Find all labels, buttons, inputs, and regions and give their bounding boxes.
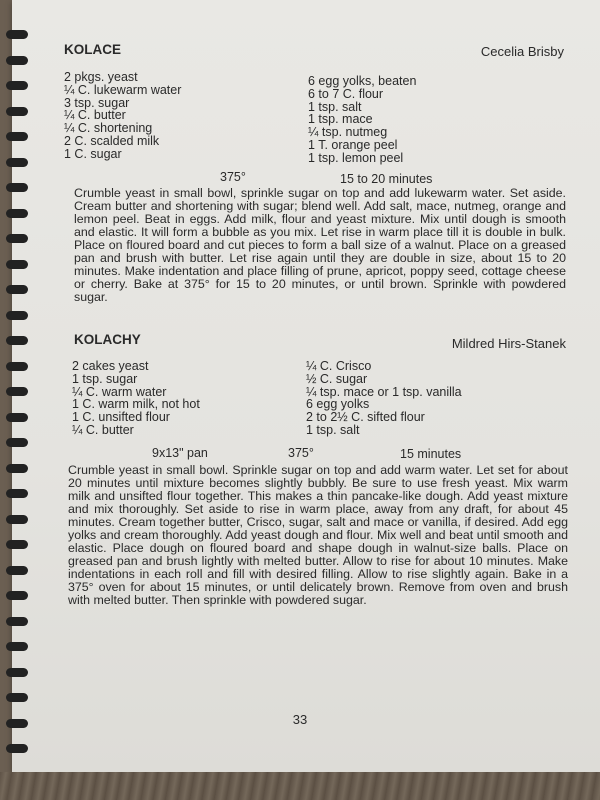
binding-ring bbox=[6, 81, 28, 90]
binding-ring bbox=[6, 158, 28, 167]
binding-ring bbox=[6, 260, 28, 269]
ingredient: 1 C. warm milk, not hot bbox=[72, 397, 200, 412]
ingredient: 2 pkgs. yeast bbox=[64, 70, 138, 84]
ingredient: 1 tsp. mace bbox=[308, 112, 373, 127]
recipe-author: Cecelia Brisby bbox=[480, 44, 564, 59]
binding-ring bbox=[6, 362, 28, 371]
ingredient: 2 cakes yeast bbox=[72, 359, 149, 373]
binding-ring bbox=[6, 693, 28, 702]
ingredient: ¼ C. lukewarm water bbox=[64, 82, 182, 97]
ingredient: ¼ C. Crisco bbox=[306, 359, 372, 373]
bake-temperature: 375° bbox=[288, 446, 314, 460]
ingredient: 1 tsp. sugar bbox=[72, 371, 138, 386]
bake-temperature: 375° bbox=[220, 170, 246, 184]
binding-ring bbox=[6, 744, 28, 753]
ingredient: 6 egg yolks bbox=[306, 397, 370, 412]
ingredient: 2 C. scalded milk bbox=[64, 133, 160, 148]
recipe-title: KOLACE bbox=[64, 42, 121, 57]
ingredient: 1 tsp. salt bbox=[308, 99, 362, 114]
ingredient: ¼ tsp. nutmeg bbox=[308, 125, 388, 140]
pan-size: 9x13" pan bbox=[152, 446, 208, 460]
binding-ring bbox=[6, 234, 28, 243]
ingredient: 1 tsp. salt bbox=[306, 422, 360, 437]
ingredient: 1 T. orange peel bbox=[308, 137, 398, 152]
binding-ring bbox=[6, 413, 28, 422]
binding-ring bbox=[6, 464, 28, 473]
ingredient: ¼ C. shortening bbox=[64, 121, 153, 136]
instructions: Crumble yeast in small bowl, sprinkle sugar on top and add lukewarm water. Set aside. Cream butter and shortening with sugar; blend well. Add salt, mace, nutmeg, orange and lemon peel. Beat in eggs. Add milk, flour and yeast mixture. Mix until dough is smooth and elastic. It will form a bubble as you mix. Let rise in warm place till it is double in bulk. Place on floured board and cut pieces to form a ball size of a walnut. Place on a greased pan and brush with butter. Let rise again until they are double in size, about 15 to 20 minutes. Make indentation and place filling of prune, apricot, poppy seed, cottage cheese or cherry. Bake at 375° for 15 to 20 minutes, or until brown. Sprinkle with powdered sugar. bbox=[74, 186, 566, 304]
binding-ring bbox=[6, 56, 28, 65]
binding-ring bbox=[6, 209, 28, 218]
binding-ring bbox=[6, 387, 28, 396]
binding-ring bbox=[6, 515, 28, 524]
instructions: Crumble yeast in small bowl. Sprinkle sugar on top and add warm water. Let set for about 20 minutes until mixture becomes slightly bubbly. Be sure to use fresh yeast. Mix warm milk and unsifted flour together. This makes a thin pancake-like dough. Add yeast mixture and mix thoroughly. Set aside to rise in warm place, away from any draft, for about 45 minutes. Cream together butter, Crisco, sugar, salt and mace or vanilla, if desired. Add egg yolks and cream thoroughly. Add yeast dough and flour. Mix well and beat until smooth and elastic. Place dough on floured board and shape dough in walnut-size balls. Place on greased pan and brush lightly with melted butter. Allow to rise for about 10 minutes. Make indentations in each roll and fill with desired filling. Allow to rise slightly again. Bake in a 375° oven for about 15 minutes, or until delicately brown. Remove from oven and brush with melted butter. Then sprinkle with powdered sugar. bbox=[68, 463, 568, 607]
ingredient: 6 to 7 C. flour bbox=[308, 86, 384, 101]
binding-ring bbox=[6, 30, 28, 39]
ingredient: ¼ tsp. mace or 1 tsp. vanilla bbox=[306, 384, 462, 399]
ingredient: 3 tsp. sugar bbox=[64, 95, 130, 110]
binding-ring bbox=[6, 438, 28, 447]
cookbook-page bbox=[12, 0, 600, 772]
binding-ring bbox=[6, 591, 28, 600]
binding-ring bbox=[6, 489, 28, 498]
ingredients-right bbox=[308, 75, 416, 165]
ingredient: 1 tsp. lemon peel bbox=[308, 150, 404, 165]
binding-ring bbox=[6, 566, 28, 575]
ingredient: 6 egg yolks, beaten bbox=[308, 74, 417, 88]
binding-ring bbox=[6, 617, 28, 626]
ingredient: ¼ C. warm water bbox=[72, 384, 167, 399]
binding-ring bbox=[6, 668, 28, 677]
wood-surface bbox=[0, 772, 600, 800]
page-number: 33 bbox=[292, 712, 308, 727]
binding-ring bbox=[6, 107, 28, 116]
binding-ring bbox=[6, 336, 28, 345]
binding-ring bbox=[6, 311, 28, 320]
ingredient: 1 C. sugar bbox=[64, 146, 122, 161]
binding-ring bbox=[6, 642, 28, 651]
ingredients-right bbox=[306, 360, 462, 437]
binding-ring bbox=[6, 540, 28, 549]
binding-ring bbox=[6, 285, 28, 294]
ingredient: ¼ C. butter bbox=[72, 422, 134, 437]
ingredient: 1 C. unsifted flour bbox=[72, 410, 170, 425]
ingredient: ½ C. sugar bbox=[306, 371, 368, 386]
recipe-author: Mildred Hirs-Stanek bbox=[451, 336, 566, 351]
ingredient: 2 to 2½ C. sifted flour bbox=[306, 410, 425, 425]
recipe-title: KOLACHY bbox=[74, 332, 141, 347]
binding-ring bbox=[6, 132, 28, 141]
ingredient: ¼ C. butter bbox=[64, 108, 126, 123]
ingredients-left bbox=[72, 360, 200, 437]
ingredients-left bbox=[64, 71, 181, 161]
bake-time: 15 minutes bbox=[400, 447, 462, 461]
binding-ring bbox=[6, 183, 28, 192]
bake-time: 15 to 20 minutes bbox=[340, 172, 433, 186]
